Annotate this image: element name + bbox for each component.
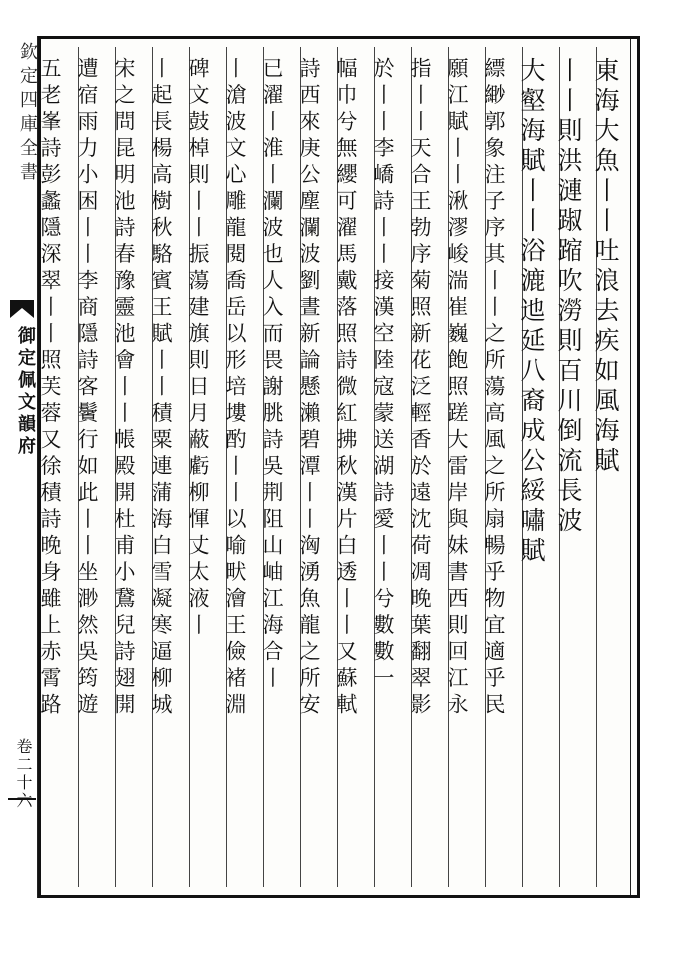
text-column: 宋之問昆明池詩春豫靈池會丨丨帳殿開杜甫小鵞兒詩翅開: [112, 57, 136, 720]
text-column: 縹緲郭象注子序其丨丨之所蕩高風之所扇暢乎物宜適乎民: [482, 57, 506, 720]
text-column: 遭宿雨力小困丨丨李商隱詩客鬢行如此丨丨坐渺然吳筠遊: [75, 57, 99, 720]
margin-header: 欽定四庫全書: [17, 42, 38, 186]
page-number: 卷二十六: [14, 738, 33, 810]
text-column: 丨滄波文心雕龍閱喬岳以形培塿酌丨丨以喻畎澮王儉褚淵: [223, 57, 247, 720]
text-column: 大壑海賦丨丨浴漉迆延八裔成公綏嘯賦: [517, 57, 546, 567]
text-column: 碑文鼓棹則丨丨振蕩建旗則日月蔽虧柳惲丈太液丨: [186, 57, 210, 640]
text-column: 詩西來庚公塵瀾波劉晝新論懸瀨碧潭丨丨洶湧魚龍之所安: [297, 57, 321, 720]
book-title: 御定佩文韻府: [15, 326, 36, 458]
text-column: 五老峯詩彭蠡隱深翠丨丨照芙蓉又徐積詩晚身雖上赤霄路: [38, 57, 62, 720]
text-column: 丨起長楊高樹秋駱賓王賦丨丨積粟連蒲海白雪凝寒逼柳城: [149, 57, 173, 720]
text-column: 願江賦丨丨湫漻峻湍崔巍飽照蹉大雷岸與妹書西則回江永: [445, 57, 469, 720]
text-column: 東海大魚丨丨吐浪去疾如風海賦: [591, 57, 620, 477]
text-frame: [38, 36, 640, 898]
text-column: 幅巾兮無纓可濯馬戴落照詩微紅拂秋漢片白透丨丨又蘇軾: [334, 57, 358, 720]
text-column: 於丨丨李嶠詩丨丨接漢空陸寇蒙送湖詩愛丨丨兮數數一: [371, 57, 395, 693]
text-column: 丨丨則洪漣踧蹜吹澇則百川倒流長波: [554, 57, 583, 537]
text-column: 指丨丨天合王勃序菊照新花泛輕香於遠沈荷凋晚葉翻翠影: [408, 57, 432, 720]
fish-tail-mark-icon: [8, 298, 36, 320]
text-column: 已濯丨淮丨瀾波也人入而畏謝朓詩吳荆阻山岫江海合丨: [260, 57, 284, 693]
margin-rule: [8, 798, 36, 800]
